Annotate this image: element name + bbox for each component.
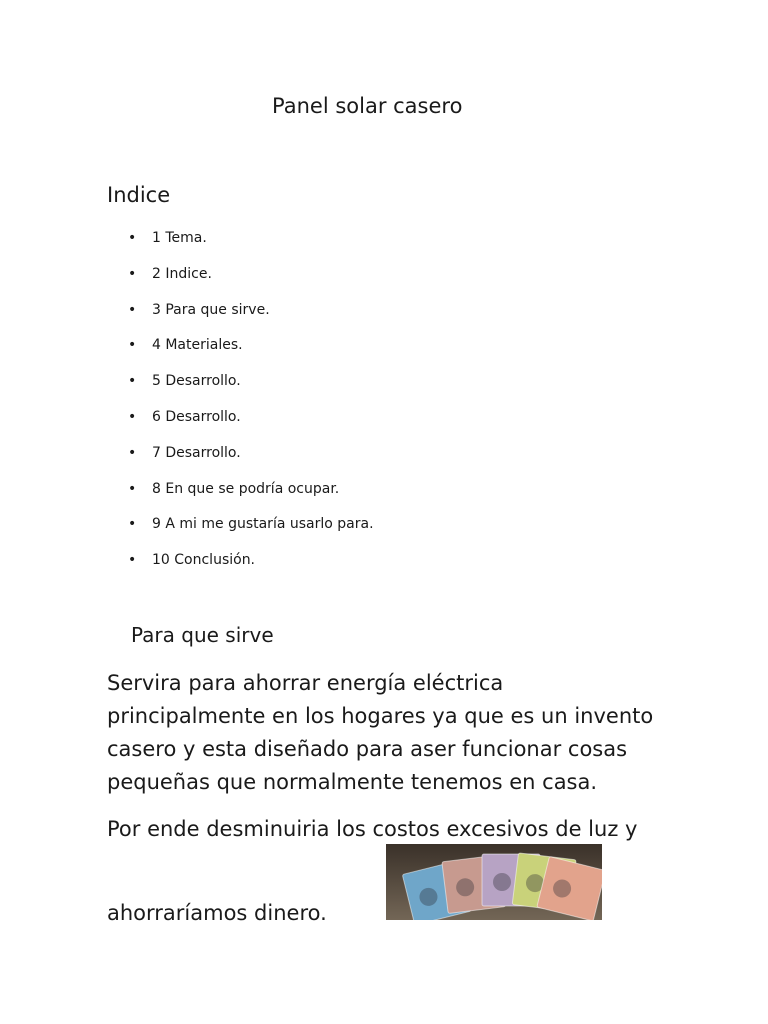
index-item-label: 1 Tema. <box>152 230 207 246</box>
index-item <box>128 333 374 369</box>
index-item <box>128 548 374 584</box>
document-title: Panel solar casero <box>272 94 463 118</box>
index-item <box>128 512 374 548</box>
index-item <box>128 405 374 441</box>
bullet-icon: • <box>128 444 137 461</box>
index-list <box>128 226 374 584</box>
bullet-icon: • <box>128 552 137 569</box>
index-item <box>128 477 374 513</box>
index-item <box>128 262 374 298</box>
index-item-label: 4 Materiales. <box>152 337 243 354</box>
index-item-label: 8 En que se podría ocupar. <box>152 480 340 497</box>
index-heading: Indice <box>107 183 171 207</box>
index-item-label: 9 A mi me gustaría usarlo para. <box>152 516 374 533</box>
bullet-icon: • <box>128 265 137 282</box>
banknote-portrait <box>493 873 511 891</box>
bullet-icon: • <box>128 373 137 390</box>
index-item-label: 6 Desarrollo. <box>152 408 241 425</box>
index-item <box>128 226 374 262</box>
body-paragraph-1: Servira para ahorrar energía eléctrica principalmente en los hogares ya que es un invento casero y esta diseñado para aser funcionar cosas pequeñas que normalmente tenemos en casa. <box>107 671 654 794</box>
index-item-label: 10 Conclusión. <box>152 552 256 569</box>
bullet-icon: • <box>128 301 137 318</box>
index-item-label: 2 Indice. <box>152 265 212 282</box>
banknotes-photo <box>386 844 602 920</box>
index-item-label: 3 Para que sirve. <box>152 301 270 318</box>
index-item-label: 7 Desarrollo. <box>152 444 241 461</box>
section-heading: Para que sirve <box>131 623 274 647</box>
banknotes-fan-icon <box>386 844 602 920</box>
bullet-icon: • <box>128 480 137 497</box>
bullet-icon: • <box>128 516 137 533</box>
index-item-label: 5 Desarrollo. <box>152 373 241 390</box>
bullet-icon: • <box>128 230 137 246</box>
bullet-icon: • <box>128 337 137 354</box>
index-item <box>128 369 374 405</box>
index-item <box>128 298 374 334</box>
body-paragraph-2: Por ende desminuiria los costos excesivos de luz y <box>107 817 638 841</box>
body-paragraph-3: ahorraríamos dinero. <box>107 901 327 925</box>
bullet-icon: • <box>128 408 137 425</box>
index-item <box>128 441 374 477</box>
